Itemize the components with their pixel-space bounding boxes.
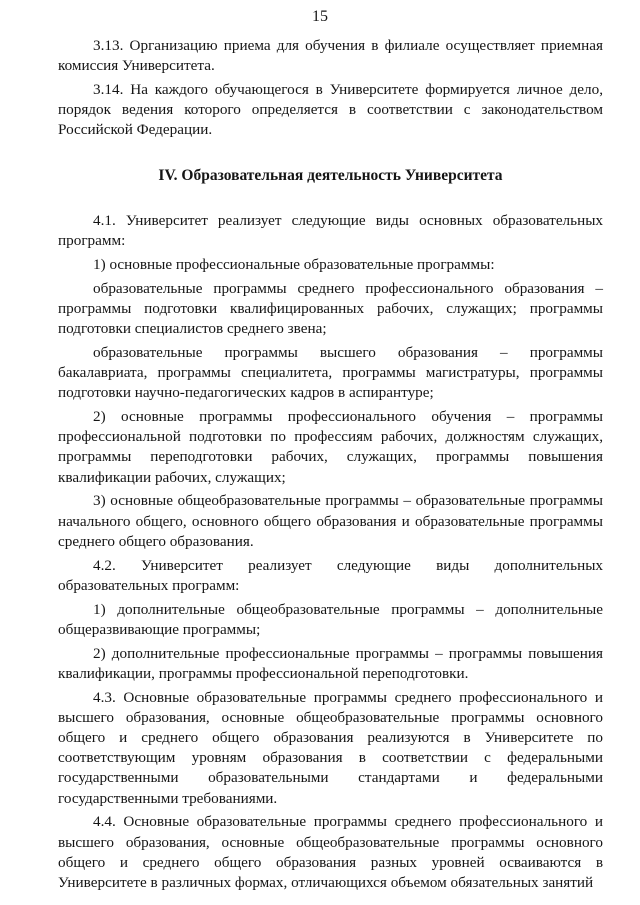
paragraph-4-2-item-1: 1) дополнительные общеобразовательные программы – дополнительные общеразвивающие программы;: [58, 600, 603, 638]
page-number: 15: [312, 8, 328, 25]
paragraph-4-1-item-3: 3) основные общеобразовательные программы – образовательные программы начального общего, основного общего образования и образовательные программы среднего общего образования.: [58, 492, 603, 550]
section-heading: IV. Образовательная деятельность Университета: [158, 166, 503, 184]
paragraph-4-1-item-1: 1) основные профессиональные образовательные программы:: [93, 255, 495, 273]
paragraph-3-14: 3.14. На каждого обучающегося в Университете формируется личное дело, порядок ведения которого определяется в соответствии с законодательством Российской Федерации.: [58, 81, 603, 139]
paragraph-4-1-vo: образовательные программы высшего образования – программы бакалавриата, программы специалитета, программы магистратуры, программы подготовки научно-педагогических кадров в аспирантуре;: [58, 343, 603, 402]
paragraph-4-1-item-2: 2) основные программы профессионального обучения – программы профессиональной подготовки по профессиям рабочих, должностям служащих, программы переподготовки рабочих, служащих, программы повышения квалификации рабочих, служащих;: [58, 408, 603, 486]
paragraph-4-1-spo: образовательные программы среднего профессионального образования – программы подготовки квалифицированных рабочих, служащих; программы подготовки специалистов среднего звена;: [58, 279, 603, 338]
paragraph-4-1: 4.1. Университет реализует следующие виды основных образовательных программ:: [58, 211, 603, 250]
paragraph-4-4: 4.4. Основные образовательные программы среднего профессионального и высшего образования, основные общеобразовательные программы основного общего и среднего общего образования разных уровней осваиваются в Университете в различных формах, отличающихся объемом обязательных занятий: [58, 813, 603, 892]
paragraph-3-13: 3.13. Организацию приема для обучения в филиале осуществляет приемная комиссия Университета.: [58, 37, 603, 75]
paragraph-4-2: 4.2. Университет реализует следующие виды дополнительных образовательных программ:: [58, 556, 603, 594]
document-body: [58, 36, 603, 897]
paragraph-4-2-item-2: 2) дополнительные профессиональные программы – программы повышения квалификации, программы профессиональной переподготовки.: [58, 644, 603, 682]
paragraph-4-3: 4.3. Основные образовательные программы среднего профессионального и высшего образования, основные общеобразовательные программы основного общего и среднего общего образования реализуются в Университете по соответствующим уровням образования в соответствии с федеральными государственными образовательными стандартами и федеральными государственными требованиями.: [58, 688, 603, 807]
